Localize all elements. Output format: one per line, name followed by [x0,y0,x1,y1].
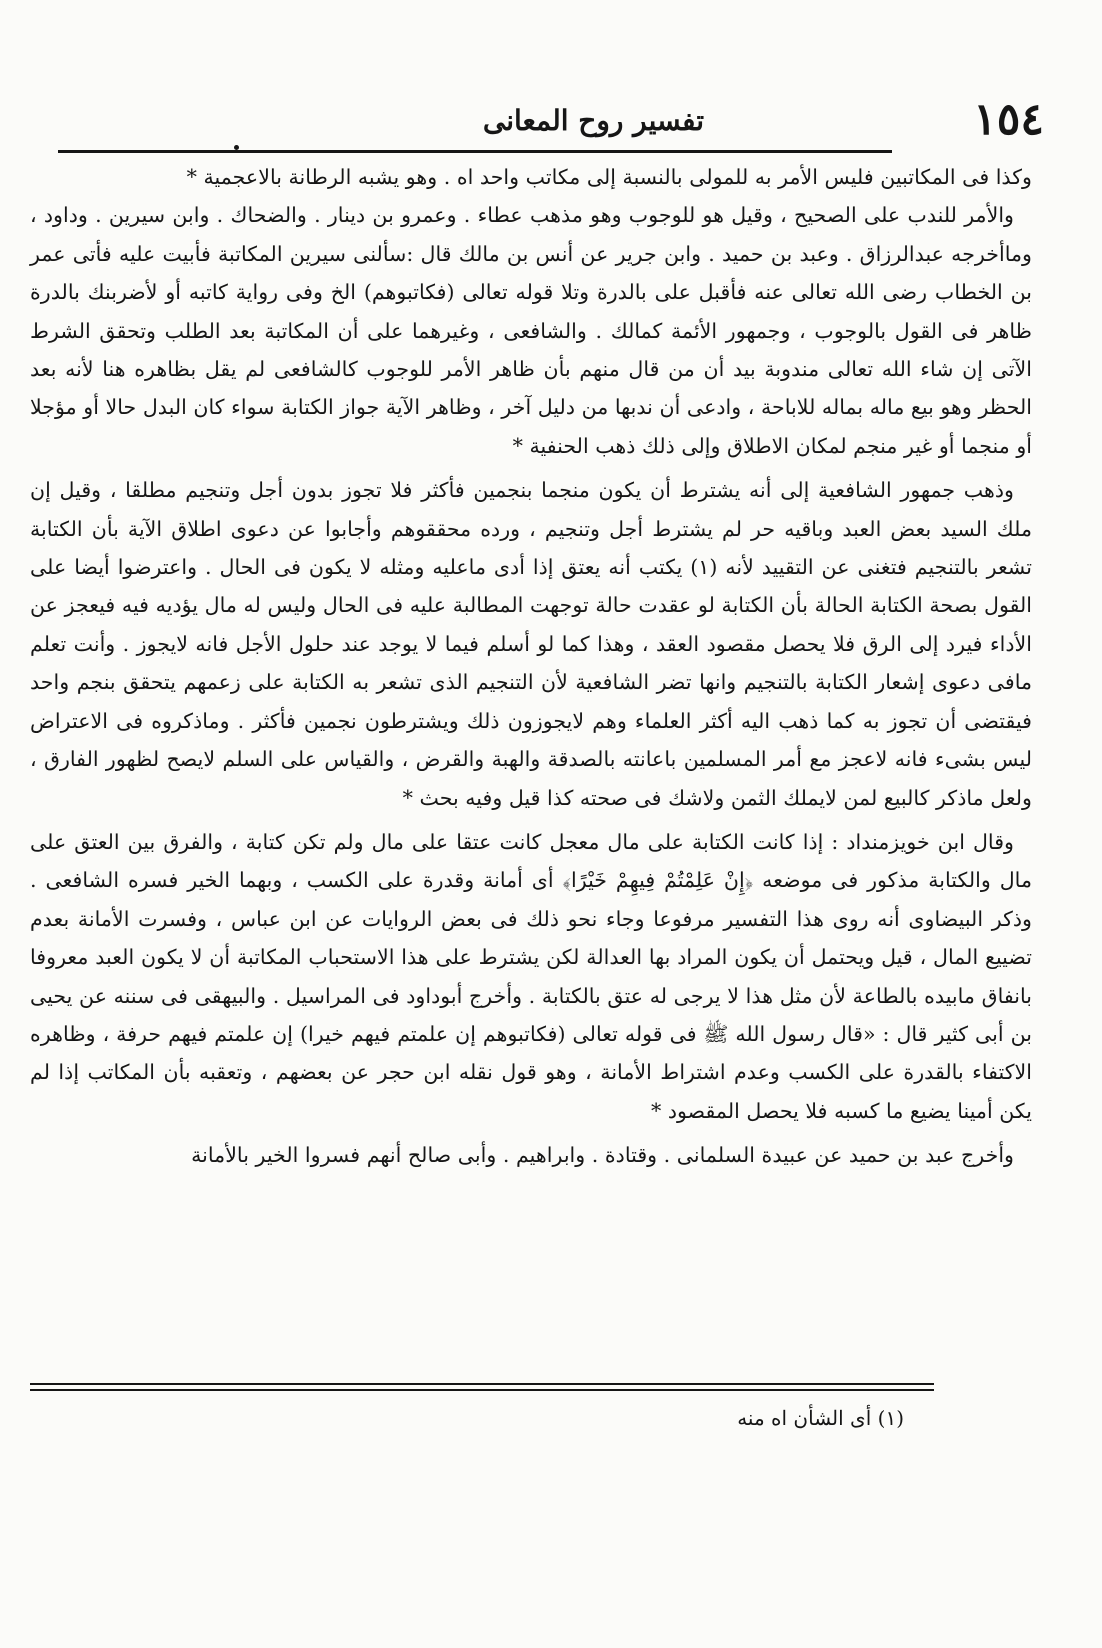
paragraph: والأمر للندب على الصحيح ، وقيل هو للوجوب وهو مذهب عطاء . وعمرو بن دينار . والضحاك . وابن سيرين . وداود ، وماأخرجه عبدالرزاق . وعبد بن حميد . وابن جرير عن أنس بن مالك قال :سألنى سيرين المكاتبة فأبيت عليه فأتى عمر بن الخطاب رضى الله تعالى عنه فأقبل على بالدرة وتلا قوله تعالى (فكاتبوهم) الخ وفى رواية كاتبه أو لأضربنك بالدرة ظاهر فى القول بالوجوب ، وجمهور الأئمة كمالك . والشافعى ، وغيرهما على أن المكاتبة بعد الطلب وتحقق الشرط الآتى إن شاء الله تعالى مندوبة بيد أن من قال منهم بأن ظاهر الأمر للوجوب كالشافعى لم يقل بظاهره هنا لأنه بعد الحظر وهو بيع ماله بماله للاباحة ، وادعى أن ندبها من دليل آخر ، وظاهر الآية جواز الكتابة سواء كان البدل حالا أو مؤجلا أو منجما أو غير منجم لمكان الاطلاق وإلى ذلك ذهب الحنفية * [30,203,1032,458]
header-dot [234,145,239,150]
footnote-separator [30,1383,934,1385]
paragraph: وأخرج عبد بن حميد عن عبيدة السلمانى . وقتادة . وابراهيم . وأبى صالح أنهم فسروا الخير بالأمانة [191,1143,1014,1168]
header-rule [58,150,892,153]
running-title: تفسير روح المعانى [482,104,704,137]
paragraph: وكذا فى المكاتبين فليس الأمر به للمولى بالنسبة إلى مكاتب واحد اه . وهو يشبه الرطانة بالاعجمية * [186,165,1032,189]
paragraph: وذهب جمهور الشافعية إلى أنه يشترط أن يكون منجما بنجمين فأكثر فلا تجوز بدون أجل وتنجيم مطلقا ، وقيل إن ملك السيد بعض العبد وباقيه حر لم يشترط أجل وتنجيم ، ورده محققوهم وأجابوا عن دعوى اطلاق الآية بأن الكتابة تشعر بالتنجيم فتغنى عن التقييد لأنه (١) يكتب أنه يعتق إذا أدى ماعليه ومثله لا يكون فى الحال . واعترضوا أيضا على القول بصحة الكتابة الحالة بأن الكتابة لو عقدت حالة توجهت المطالبة عليه فى الحال وليس له مال يؤديه فيه فيعجز عن الأداء فيرد إلى الرق فلا يحصل مقصود العقد ، وهذا كما لو أسلم فيما لا يوجد عند حلول الأجل فانه لايجوز . وأنت تعلم مافى دعوى إشعار الكتابة بالتنجيم وانها تضر الشافعية لأن التنجيم الذى تشعر به الكتابة على زعمهم يتحقق بنجم واحد فيقتضى أن تجوز به كما ذهب اليه أكثر العلماء وهم لايجوزون ذلك ويشترطون نجمين فأكثر . وماذكروه فى الاعتراض ليس بشىء فانه لاعجز مع أمر المسلمين باعانته بالصدقة والهبة والقرض ، والقياس على السلم لايصح لظهور الفارق ، ولعل ماذكر كالبيع لمن لايملك الثمن ولاشك فى صحته كذا قيل وفيه بحث * [30,478,1032,810]
page-header [58,94,1044,150]
page-number: ١٥٤ [973,94,1044,145]
footnote: (١) أى الشأن اه منه [737,1406,904,1430]
paragraph: وقال ابن خويزمنداد : إذا كانت الكتابة على مال معجل كانت عتقا على مال ولم تكن كتابة ، والفرق بين العتق على مال والكتابة مذكور فى موضعه ﴿إِنْ عَلِمْتُمْ فِيهِمْ خَيْرًا﴾ أى أمانة وقدرة على الكسب ، وبهما الخير فسره الشافعى . وذكر البيضاوى أنه روى هذا التفسير مرفوعا وجاء نحو ذلك فى بعض الروايات عن ابن عباس ، وفسرت الأمانة بعدم تضييع المال ، قيل ويحتمل أن يكون المراد بها العدالة لكن يشترط على هذا الاستحباب المكاتبة أن لا يكون العبد معروفا بانفاق مابيده بالطاعة لأن مثل هذا لا يرجى له عتق بالكتابة . وأخرج أبوداود فى المراسيل . والبيهقى فى سننه عن يحيى بن أبى كثير قال : «قال رسول الله ﷺ فى قوله تعالى (فكاتبوهم إن علمتم فيهم خيرا) إن علمتم فيهم حرفة ، وظاهره الاكتفاء بالقدرة على الكسب وعدم اشتراط الأمانة ، وهو قول نقله ابن حجر عن بعضهم ، وتعقبه بأن المكاتب إذا لم يكن أمينا يضيع ما كسبه فلا يحصل المقصود * [30,829,1032,1123]
footnote-separator [30,1389,934,1391]
